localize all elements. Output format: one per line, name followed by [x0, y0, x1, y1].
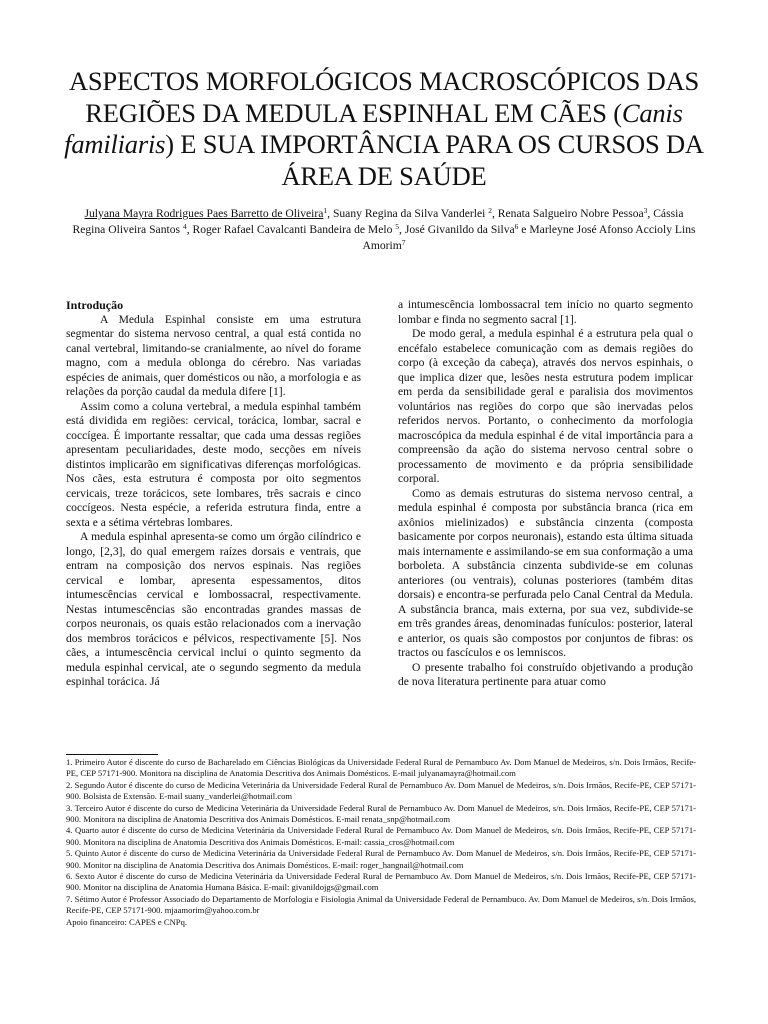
footnote-6: 6. Sexto Autor é discente do curso de Medicina Veterinária da Universidade Federal Rural de Pernambuco Av. Dom Manuel de Medeiros, s/n. Dois Irmãos, Recife-PE, CEP 57171-900. Monitor na disciplina de Anatomia Humana Básica. E-mail: givanildojgs@gmail.com — [66, 871, 696, 893]
paper-title — [60, 66, 708, 192]
footnote-5: 5. Quinto Autor é discente do curso de Medicina Veterinária da Universidade Federal Rural de Pernambuco Av. Dom Manuel de Medeiros, s/n. Dois Irmãos, Recife-PE, CEP 57171-900. Monitor na disciplina de Anatomia Descritiva dos Animais Domésticos. E-mail: roger_hangnail@hotmail.com — [66, 848, 696, 870]
right-column — [398, 298, 693, 690]
author-separator: , — [647, 207, 654, 220]
author-affiliation-marker: 6 — [514, 222, 519, 231]
footnotes — [66, 757, 696, 928]
author-separator: , — [492, 207, 498, 220]
right-paragraph-3: Como as demais estruturas do sistema nervoso central, a medula espinhal é composta por substância branca (rica em axônios mielinizados) e substância cinzenta (composta basicamente por corpos neuronais), estando esta última situada mais internamente e assimilando-se em sua conformação a uma borboleta. A substância cinzenta subdivide-se em colunas anteriores (ou ventrais), colunas posteriores (também ditas dorsais) e encontra-se perfurada pelo Canal Central da Medula. A substância branca, mais externa, por sua vez, subdivide-se em três grandes áreas, denominadas funículos: posterior, lateral e anterior, os quais são compostos por conjuntos de fibras: os tractos ou fascículos e os lemniscos. — [398, 486, 693, 659]
author-separator: , — [399, 223, 405, 236]
right-paragraph-1: a intumescência lombossacral tem início no quarto segmento lombar e finda no segmento sacral [1]. — [398, 298, 693, 326]
right-paragraph-2: De modo geral, a medula espinhal é a estrutura pela qual o encéfalo estabelece comunicação com as demais regiões do corpo (à exceção da cabeça), através dos nervos espinhais, o que implica dizer que, lesões nesta estrutura podem implicar em perda da sensibilidade geral e paralisia dos movimentos voluntários nas regiões do corpo que são inervadas pelos referidos nervos. Portanto, o conhecimento da morfologia macroscópica da medula espinhal é de vital importância para a compreensão da ação do sistema nervoso central sobre o processamento de movimento e da própria sensibilidade corporal. — [398, 327, 693, 485]
footnote-separator — [66, 754, 158, 755]
right-paragraph-4: O presente trabalho foi construído objetivando a produção de nova literatura pertinente para atuar como — [398, 660, 693, 688]
footnote-3: 3. Terceiro Autor é discente do curso de Medicina Veterinária da Universidade Federal Rural de Pernambuco Av. Dom Manuel de Medeiros, s/n. Dois Irmãos, Recife-PE, CEP 57171-900. Monitora na disciplina de Anatomia Descritiva dos Animais Domésticos. E-mail renata_snp@hotmail.com — [66, 802, 696, 825]
author-affiliation-marker: 3 — [643, 206, 648, 215]
left-paragraph-2: Assim como a coluna vertebral, a medula espinhal também está dividida em regiões: cervical, torácica, lombar, sacral e coccígea. É importante ressaltar, que cada uma dessas regiões apresentam peculiaridades, deste modo, secções em níveis distintos implicarão em significativas diferenças morfológicas. Nos cães, esta estrutura é composta por oito segmentos cervicais, treze torácicos, sete lombares, três sacrais e cinco coccígeos. Nesta espécie, a referida estrutura finda, entre a sexta e a sétima vértebras lombares. — [66, 399, 361, 529]
author-name: Suany Regina da Silva Vanderlei — [332, 207, 489, 220]
author-name: Marleyne José Afonso Accioly Lins Amorim — [362, 223, 696, 252]
footnote-4: 4. Quarto autor é discente do curso de Medicina Veterinária da Universidade Federal Rural de Pernambuco Av. Dom Manuel de Medeiros, s/n. Dois Irmãos, Recife-PE, CEP 57171-900. Monitora na disciplina de Anatomia Descritiva dos Animais Domésticos. E-mail: cassia_cros@hotmail.com — [66, 825, 696, 847]
author-name: Renata Salgueiro Nobre Pessoa — [497, 207, 644, 220]
title-text-pre: ASPECTOS MORFOLÓGICOS MACROSCÓPICOS DAS REGIÕES DA MEDULA ESPINHAL EM CÃES ( — [68, 66, 700, 128]
author-list — [70, 206, 698, 254]
footnote-7: 7. Sétimo Autor é Professor Associado do Departamento de Morfologia e Fisiologia Animal da Universidade Federal de Pernambuco. Av. Dom Manuel de Medeiros, s/n. Dois Irmãos, Recife-PE, CEP 57171-900. mjaamorim@yahoo.com.br — [66, 893, 696, 916]
section-heading-introducao: Introdução — [66, 298, 124, 312]
author-affiliation-marker: 1 — [323, 206, 328, 215]
footnote-1: 1. Primeiro Autor é discente do curso de Bacharelado em Ciências Biológicas da Universidade Federal Rural de Pernambuco Av. Dom Manuel de Medeiros, s/n. Dois Irmãos, Recife-PE, CEP 57171-900. Monitora na disciplina de Anatomia Descritiva dos Animais Domésticos. E-mail julyanamayra@hotmail.com — [66, 757, 696, 779]
left-column — [66, 298, 361, 690]
author-separator: , — [186, 223, 193, 236]
author-separator: , — [327, 207, 333, 220]
funding-note: Apoio financeiro: CAPES e CNPq. — [66, 916, 188, 927]
author-separator: e — [518, 223, 530, 236]
left-paragraph-3: A medula espinhal apresenta-se como um órgão cilíndrico e longo, [2,3], do qual emergem raízes dorsais e ventrais, que entram na composição dos nervos espinais. Nas regiões cervical e lombar, apresenta espessamentos, ditos intumescências cervical e lombossacral, respectivamente. Nestas intumescências são encontradas grandes massas de corpos neuronais, os quais estão relacionados com a inervação dos membros torácicos e pélvicos, respectivamente [5]. Nos cães, a intumescência cervical inclui o quinto segmento da medula espinhal cervical, ate o segundo segmento da medula espinhal torácica. Já — [66, 530, 361, 688]
left-paragraph-1: A Medula Espinhal consiste em uma estrutura segmentar do sistema nervoso central, a qual está contida no canal vertebral, limitando-se cranialmente, ao nível do forame magno, com a medula oblonga do cérebro. Nas variadas espécies de animais, quer domésticos ou não, a morfologia e as relações da porção caudal da medula difere [1]. — [66, 312, 361, 398]
footnote-2: 2. Segundo Autor é discente do curso de Medicina Veterinária da Universidade Federal Rural de Pernambuco Av. Dom Manuel de Medeiros, s/n. Dois Irmãos, Recife-PE, CEP 57171-900. Bolsista de Extensão. E-mail suany_vanderlei@hotmail.com — [66, 779, 696, 802]
title-text-post: ) E SUA IMPORTÂNCIA PARA OS CURSOS DA ÁREA DE SAÚDE — [165, 129, 704, 191]
author-affiliation-marker: 2 — [488, 206, 492, 215]
author-name: José Givanildo da Silva — [404, 223, 515, 236]
author-affiliation-marker: 4 — [182, 222, 187, 231]
author-name: Roger Rafael Cavalcanti Bandeira de Melo — [192, 223, 396, 236]
author-affiliation-marker: 7 — [401, 238, 406, 247]
title-species-name: Canis familiaris — [64, 97, 683, 159]
author-affiliation-marker: 5 — [395, 222, 400, 231]
author-name: Cássia Regina Oliveira Santos — [72, 207, 684, 236]
author-name: Julyana Mayra Rodrigues Paes Barretto de Oliveira — [84, 207, 324, 220]
